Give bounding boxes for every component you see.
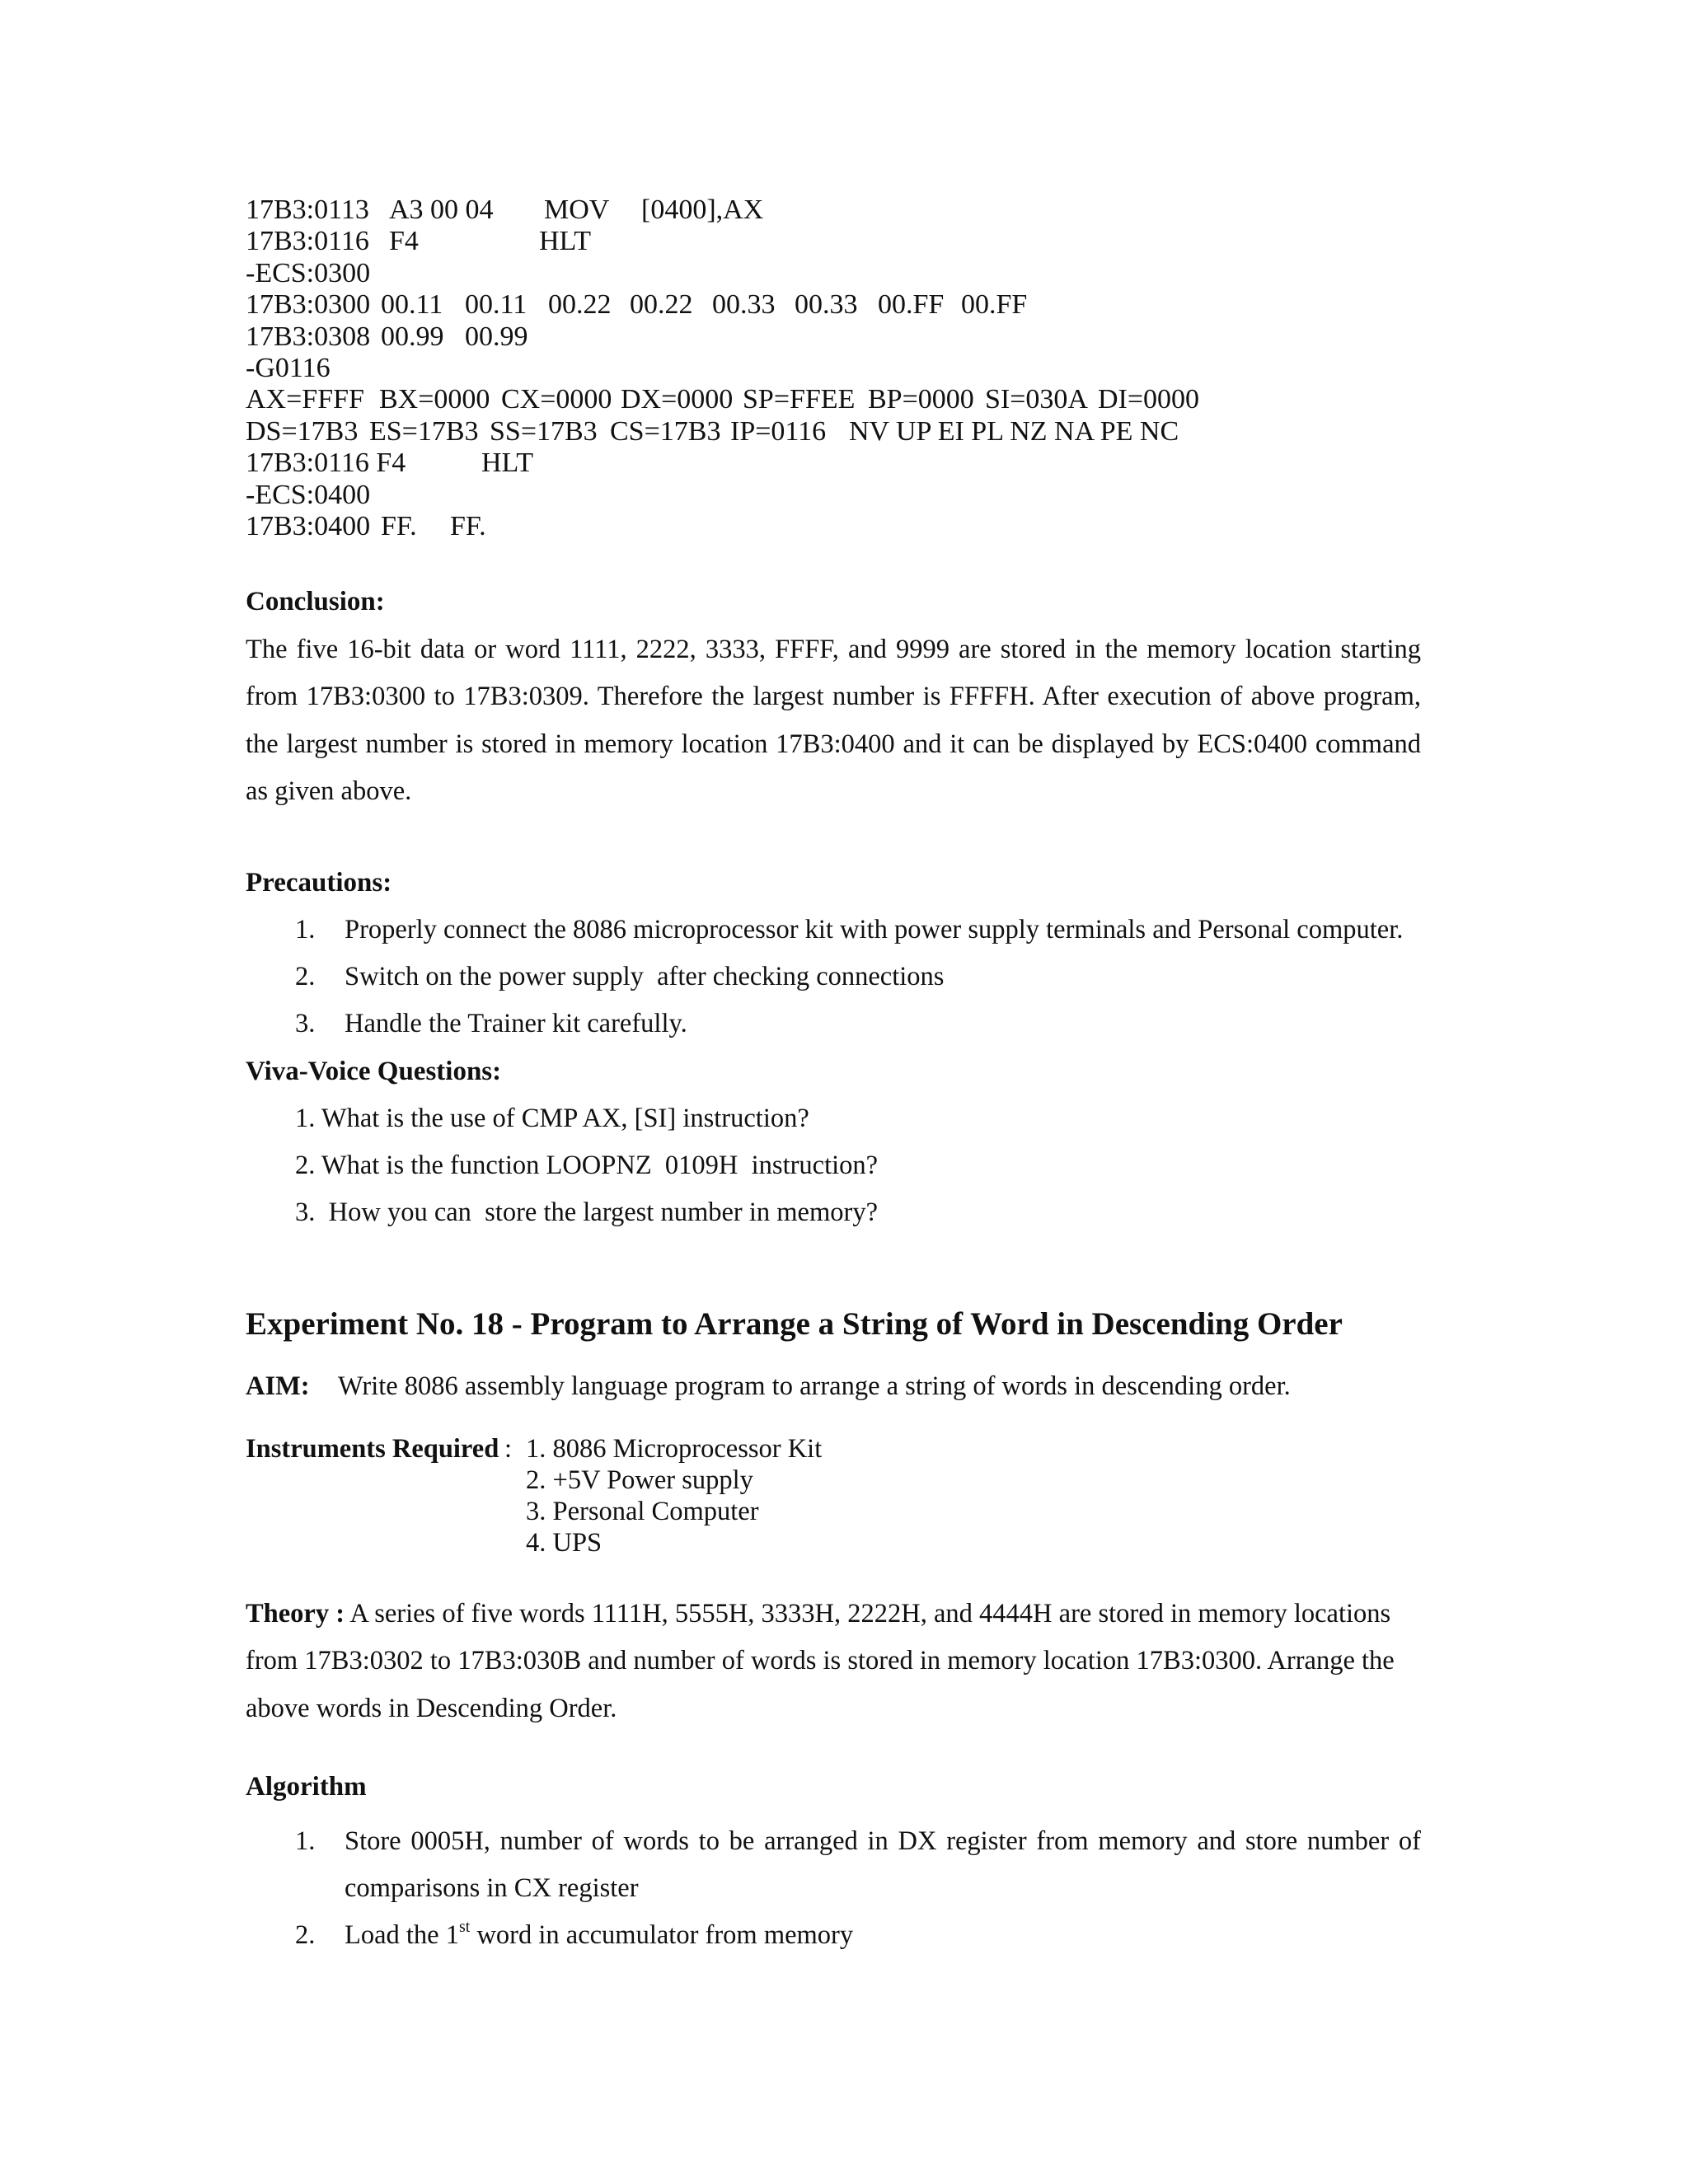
theory-label: Theory : (246, 1599, 345, 1629)
step-text: Load the 1 (345, 1920, 459, 1950)
register: DI=0000 (1098, 384, 1200, 415)
memory-cell: 00.11 (465, 289, 528, 321)
operand: [0400],AX (641, 194, 764, 225)
debug-command: -G0116 (246, 352, 331, 383)
register: DX=0000 (621, 384, 734, 415)
instrument-item: 2. +5V Power supply (526, 1465, 753, 1495)
theory-paragraph (246, 1591, 1421, 1732)
register: SP=FFEE (743, 384, 856, 415)
register: DS=17B3 (246, 415, 359, 447)
mnemonic: MOV (544, 194, 610, 225)
register: AX=FFFF (246, 384, 364, 415)
instrument-item: 4. UPS (526, 1528, 603, 1558)
code-line (246, 194, 764, 226)
conclusion-text: The five 16-bit data or word 1111, 2222, 3333, FFFF, and 9999 are stored in the memory location starting from 17B3:0300 to 17B3:0309. Therefore the largest number is FFFFH. After execution of above program, the largest number is stored in memory location 17B3:0400 and it can be displayed by ECS:0400 command as given above. (246, 635, 1421, 806)
opcode-bytes: A3 00 04 (389, 194, 494, 225)
debug-command: -ECS:0400 (246, 479, 371, 510)
precautions-heading: Precautions: (246, 868, 392, 898)
code-line (246, 257, 371, 289)
viva-question: 1. What is the use of CMP AX, [SI] instruction? (295, 1104, 809, 1133)
address: 17B3:0113 (246, 194, 369, 225)
viva-question: 2. What is the function LOOPNZ 0109H instruction? (295, 1151, 879, 1180)
memory-cell: 00.11 (381, 289, 443, 321)
viva-question: 3. How you can store the largest number in memory? (295, 1197, 879, 1227)
code-line (246, 352, 331, 384)
memory-cell: 00.22 (630, 289, 693, 321)
memory-cell: 00.99 (465, 321, 528, 352)
address: 17B3:0400 (246, 510, 371, 541)
theory-text: A series of five words 1111H, 5555H, 3333H, 2222H, and 4444H are stored in memory locations from 17B3:0302 to 17B3:030B and number of words is stored in memory location 17B3:0300. Arrange the above words in Descending Order. (246, 1599, 1395, 1723)
code-line (246, 226, 591, 257)
viva-heading: Viva-Voice Questions: (246, 1057, 502, 1086)
register: SI=030A (985, 384, 1088, 415)
algorithm-heading: Algorithm (246, 1772, 367, 1802)
address: 17B3:0116 F4 (246, 448, 406, 479)
instrument-item: 1. 8086 Microprocessor Kit (526, 1434, 823, 1464)
list-number: 2. (295, 962, 316, 991)
register: IP=0116 (730, 415, 827, 447)
code-line (246, 384, 1200, 415)
code-line (246, 415, 1179, 448)
list-number: 3. (295, 1009, 316, 1038)
memory-cell: FF. (450, 510, 486, 541)
precaution-item: Switch on the power supply after checking connections (345, 962, 945, 991)
code-line (246, 510, 486, 542)
memory-cell: 00.22 (548, 289, 612, 321)
instruments-label: Instruments Required (246, 1434, 499, 1464)
instrument-item: 3. Personal Computer (526, 1497, 759, 1526)
memory-cell: 00.33 (712, 289, 776, 321)
code-line (246, 448, 533, 479)
instruments-colon: : (504, 1434, 513, 1464)
code-line (246, 289, 1028, 321)
memory-cell: 00.FF (961, 289, 1028, 321)
memory-cell: 00.99 (381, 321, 444, 352)
debug-listing (246, 194, 1200, 542)
register: CX=0000 (501, 384, 612, 415)
aim-text: Write 8086 assembly language program to arrange a string of words in descending order. (338, 1371, 1291, 1401)
register: BX=0000 (379, 384, 490, 415)
step-text: word in accumulator from memory (470, 1920, 854, 1950)
memory-cell: 00.33 (795, 289, 858, 321)
algorithm-step (345, 1920, 853, 1951)
register: ES=17B3 (369, 415, 479, 447)
memory-cell: FF. (381, 510, 417, 541)
register: BP=0000 (868, 384, 974, 415)
precaution-item: Properly connect the 8086 microprocessor kit with power supply terminals and Personal computer. (345, 915, 1404, 944)
conclusion-heading: Conclusion: (246, 587, 385, 616)
precaution-item: Handle the Trainer kit carefully. (345, 1009, 687, 1038)
memory-cell: 00.FF (878, 289, 945, 321)
list-number: 2. (295, 1920, 316, 1950)
address: 17B3:0308 (246, 321, 371, 352)
register: SS=17B3 (490, 415, 598, 447)
opcode-bytes: F4 (389, 226, 419, 257)
debug-command: -ECS:0300 (246, 257, 371, 288)
mnemonic: HLT (481, 448, 533, 479)
algorithm-step: Store 0005H, number of words to be arranged in DX register from memory and store number of comparisons in CX register (345, 1826, 1421, 1904)
ordinal-suffix: st (458, 1918, 471, 1937)
list-number: 1. (295, 915, 316, 944)
address: 17B3:0116 (246, 226, 369, 257)
flags: NV UP EI PL NZ NA PE NC (849, 415, 1179, 447)
experiment-title: Experiment No. 18 - Program to Arrange a String of Word in Descending Order (246, 1306, 1343, 1342)
mnemonic: HLT (539, 226, 591, 257)
code-line (246, 321, 528, 353)
address: 17B3:0300 (246, 289, 371, 321)
aim-label: AIM: (246, 1371, 310, 1401)
code-line (246, 479, 371, 511)
register: CS=17B3 (610, 415, 721, 447)
list-number: 1. (295, 1826, 316, 1856)
